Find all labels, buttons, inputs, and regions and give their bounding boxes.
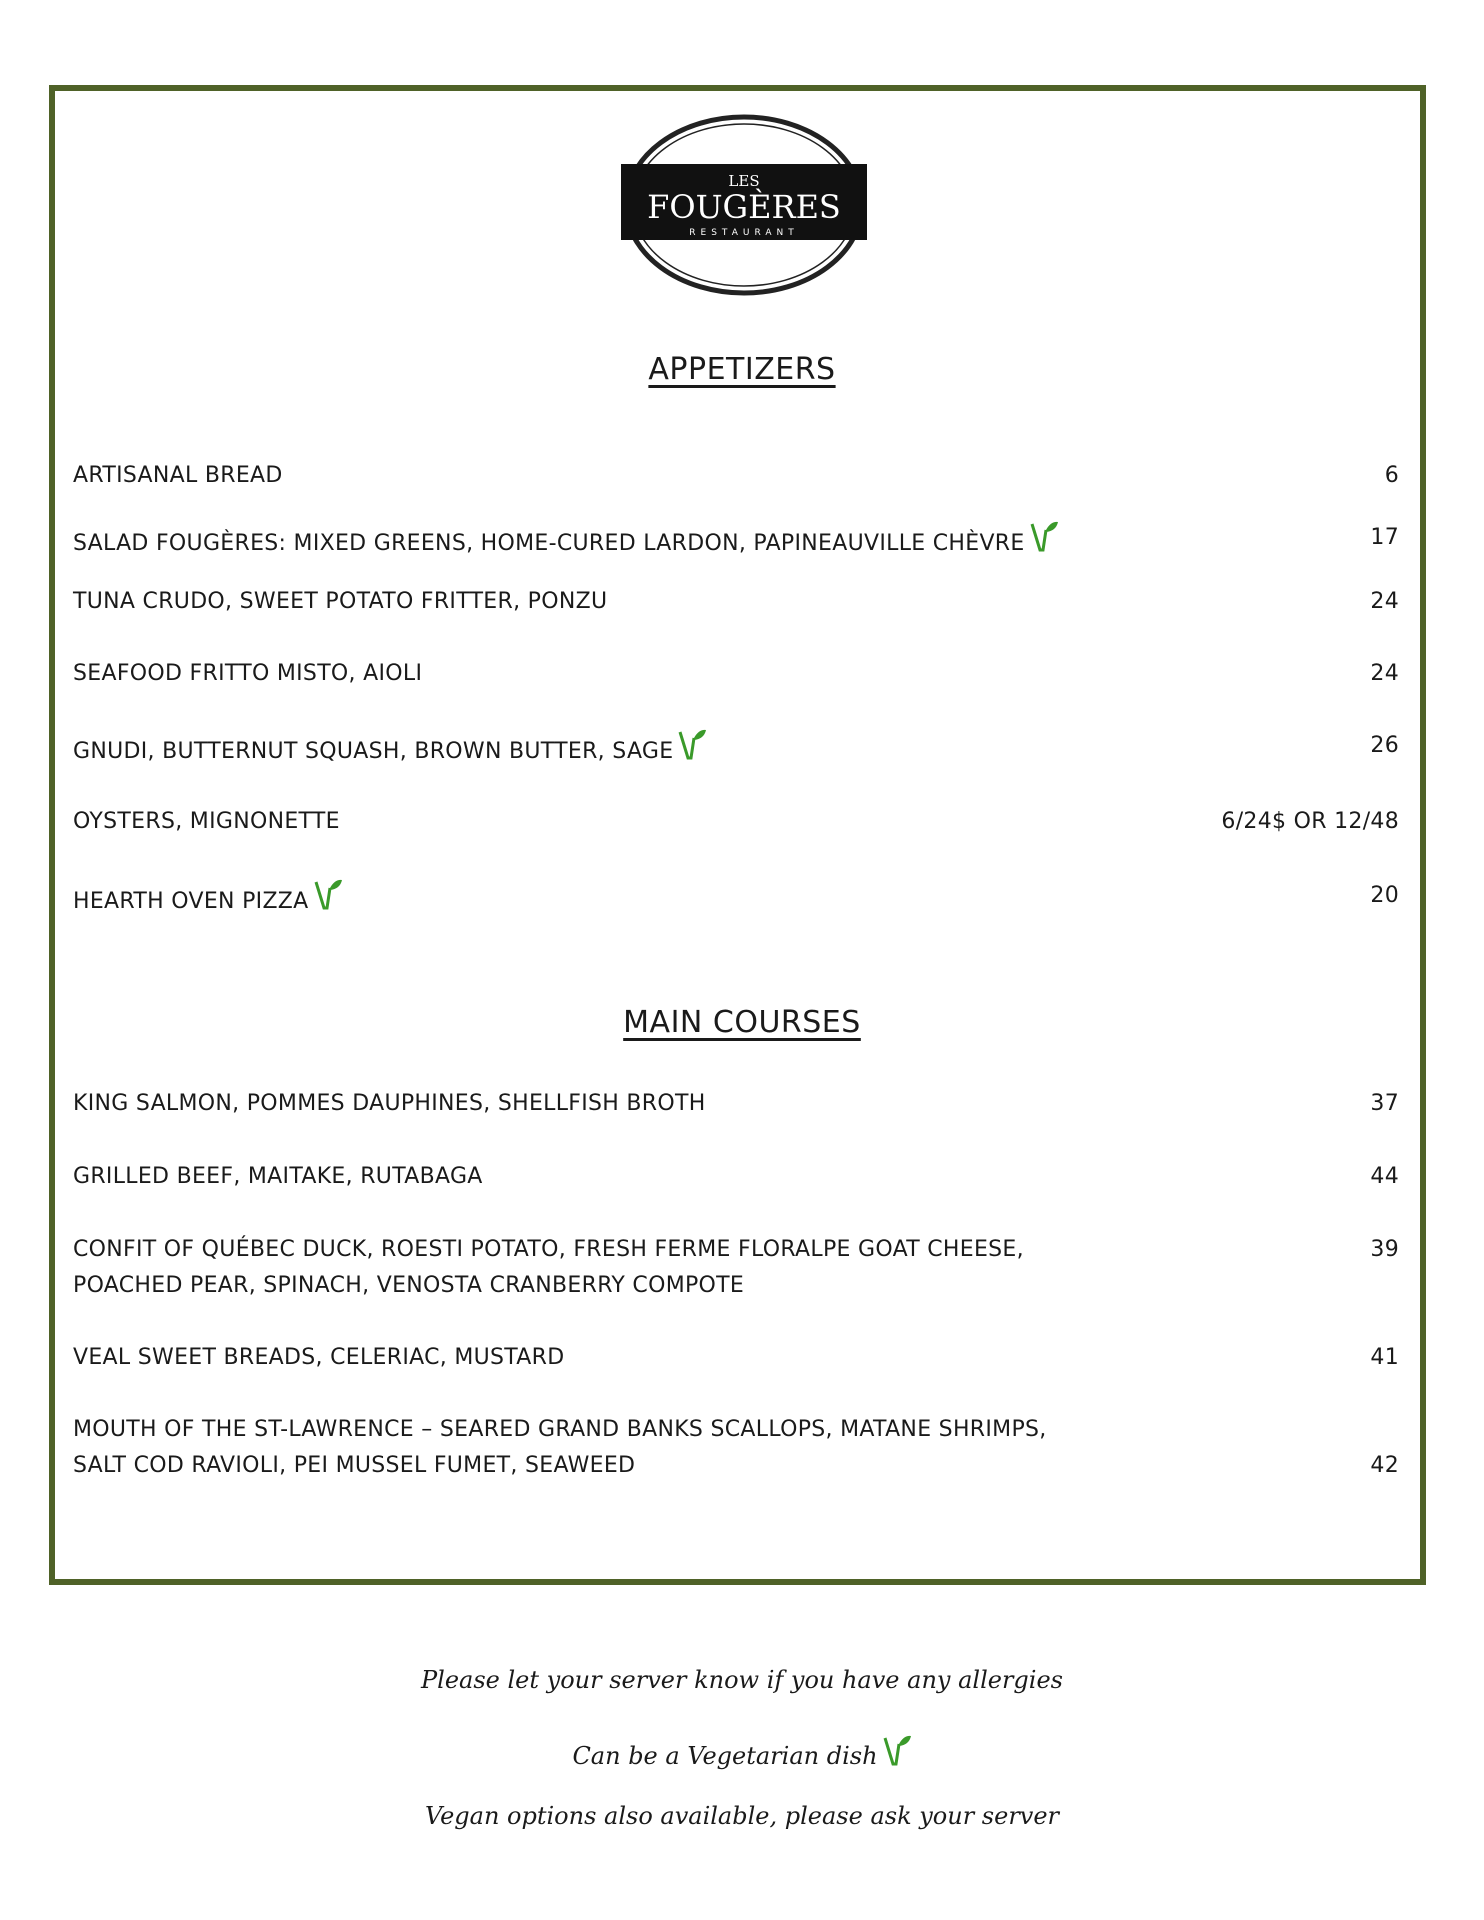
menu-item <box>73 1412 1411 1484</box>
item-name: TUNA CRUDO, SWEET POTATO FRITTER, PONZU <box>73 589 608 614</box>
logo-top-text: LES <box>728 172 760 190</box>
vegetarian-leaf-icon <box>1029 520 1059 554</box>
item-price: 44 <box>1370 1164 1399 1189</box>
menu-item <box>73 878 1411 920</box>
item-name: MOUTH OF THE ST-LAWRENCE – SEARED GRAND BANKS SCALLOPS, MATANE SHRIMPS, <box>73 1417 1047 1442</box>
vegetarian-leaf-icon <box>882 1734 912 1768</box>
item-name: ARTISANAL BREAD <box>73 463 283 488</box>
appetizers-heading: APPETIZERS <box>648 352 836 387</box>
menu-item <box>73 1232 1411 1304</box>
vegetarian-leaf-icon <box>313 878 343 912</box>
item-price: 24 <box>1370 589 1399 614</box>
item-name: GNUDI, BUTTERNUT SQUASH, BROWN BUTTER, SAGE <box>73 739 674 764</box>
menu-item <box>73 1159 1411 1195</box>
item-price: 24 <box>1370 661 1399 686</box>
item-name: VEAL SWEET BREADS, CELERIAC, MUSTARD <box>73 1345 565 1370</box>
vegetarian-legend <box>0 1734 1484 1770</box>
vegetarian-legend-text: Can be a Vegetarian dish <box>572 1742 878 1770</box>
vegan-note: Vegan options also available, please ask your server <box>424 1802 1060 1830</box>
menu-item <box>73 1340 1411 1376</box>
item-name: OYSTERS, MIGNONETTE <box>73 809 340 834</box>
item-name: HEARTH OVEN PIZZA <box>73 889 309 914</box>
menu-item <box>73 584 1411 620</box>
vegetarian-leaf-icon <box>677 728 707 762</box>
item-name: SEAFOOD FRITTO MISTO, AIOLI <box>73 661 423 686</box>
allergy-note: Please let your server know if you have any allergies <box>421 1666 1063 1694</box>
item-price: 6/24$ OR 12/48 <box>1221 809 1399 834</box>
menu-item <box>73 728 1411 770</box>
menu-item <box>73 520 1411 562</box>
menu-item <box>73 458 1411 494</box>
item-name: KING SALMON, POMMES DAUPHINES, SHELLFISH BROTH <box>73 1091 706 1116</box>
item-price: 20 <box>1370 883 1399 908</box>
menu-item <box>73 804 1411 840</box>
logo-sub-text: RESTAURANT <box>689 228 799 238</box>
item-price: 6 <box>1384 463 1399 488</box>
item-name-line-2: SALT COD RAVIOLI, PEI MUSSEL FUMET, SEAWEED <box>73 1453 636 1478</box>
item-name: GRILLED BEEF, MAITAKE, RUTABAGA <box>73 1164 483 1189</box>
item-price: 39 <box>1370 1237 1399 1262</box>
item-price: 41 <box>1370 1345 1399 1370</box>
logo-main-text: FOUGÈRES <box>647 188 841 226</box>
item-name: CONFIT OF QUÉBEC DUCK, ROESTI POTATO, FRESH FERME FLORALPE GOAT CHEESE, <box>73 1237 1024 1262</box>
item-price: 26 <box>1370 733 1399 758</box>
main-courses-heading: MAIN COURSES <box>623 1005 861 1040</box>
item-price: 17 <box>1370 525 1399 550</box>
restaurant-logo <box>619 110 869 300</box>
item-price: 37 <box>1370 1091 1399 1116</box>
menu-item <box>73 656 1411 692</box>
item-name: SALAD FOUGÈRES: MIXED GREENS, HOME-CURED LARDON, PAPINEAUVILLE CHÈVRE <box>73 531 1025 556</box>
menu-item <box>73 1086 1411 1122</box>
item-name-line-2: POACHED PEAR, SPINACH, VENOSTA CRANBERRY COMPOTE <box>73 1273 745 1298</box>
item-price: 42 <box>1370 1453 1399 1478</box>
